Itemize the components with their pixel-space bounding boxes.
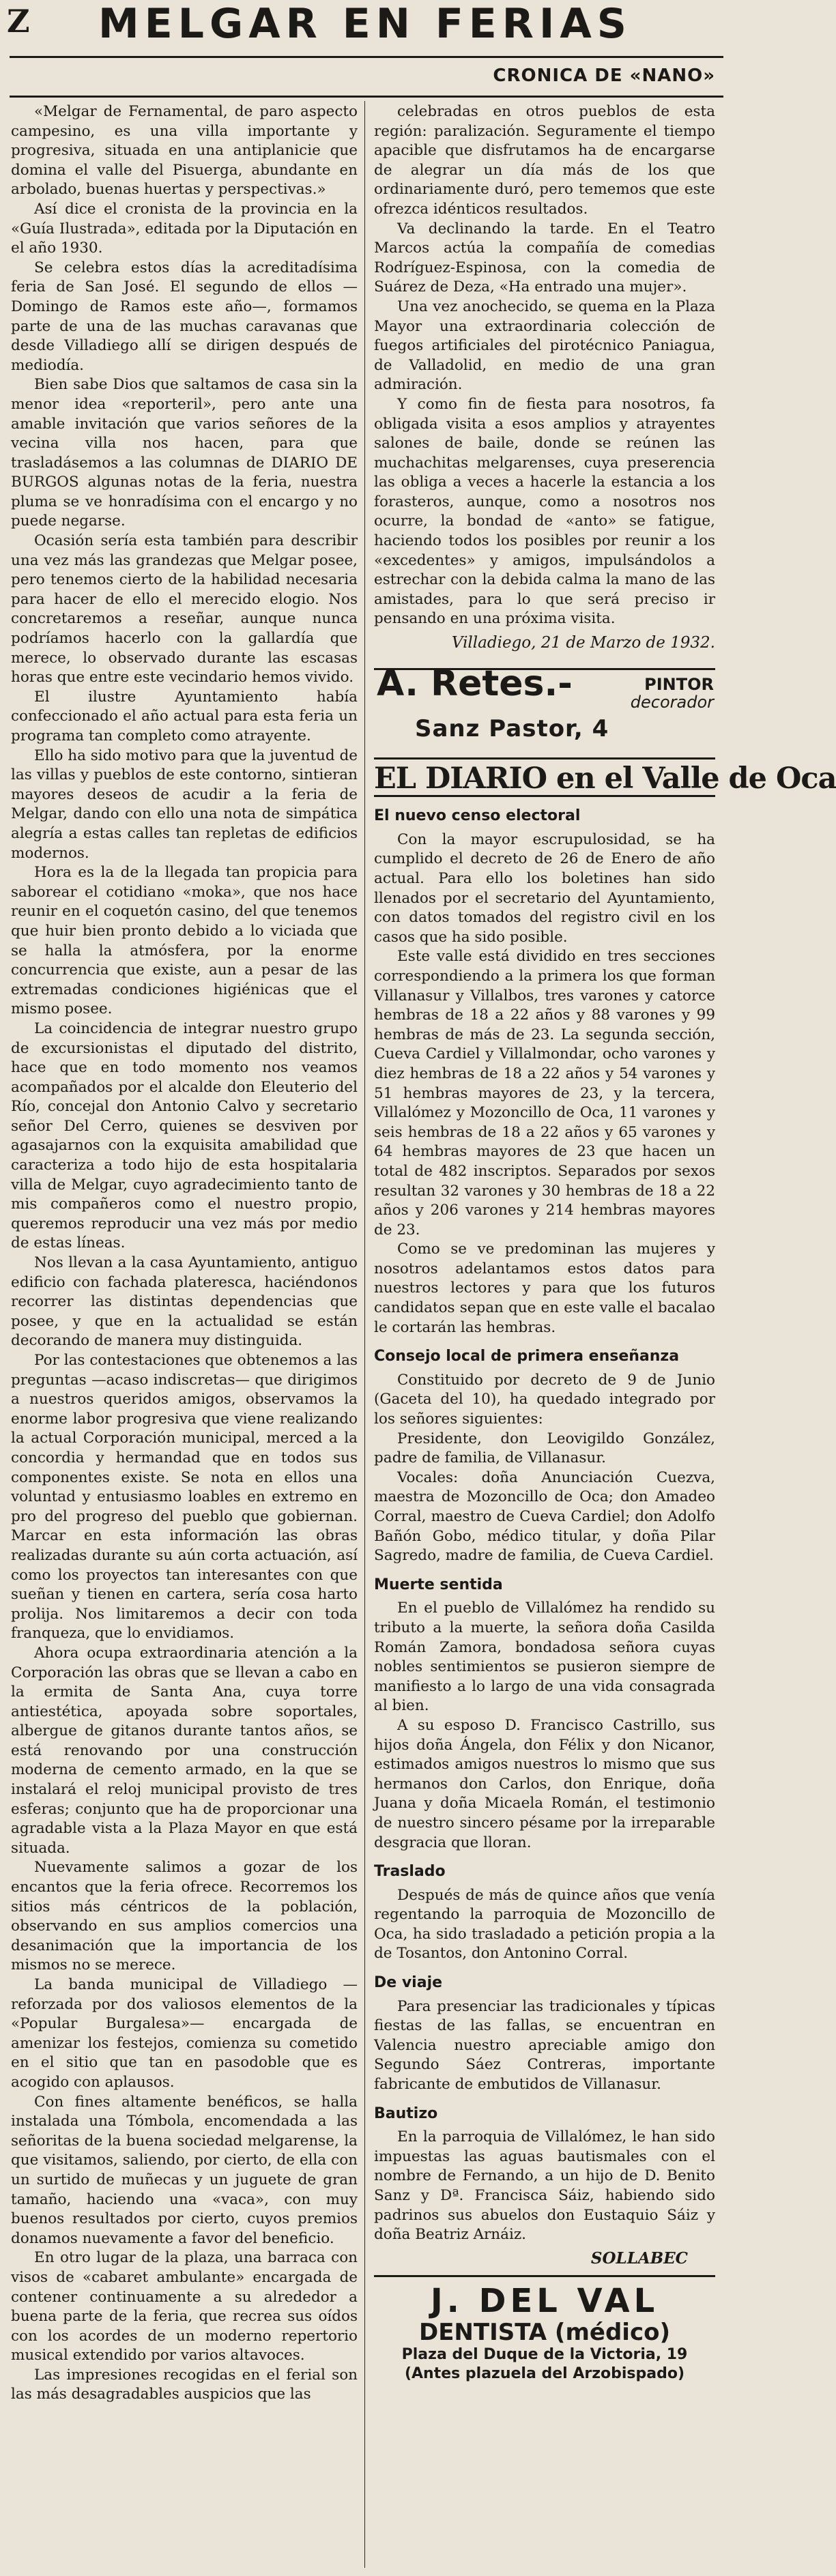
ad-retes-trade-2: decorador <box>630 692 714 712</box>
ad-del-val-address-1: Plaza del Duque de la Victoria, 19 <box>401 2346 688 2364</box>
ad-del-val-role: DENTISTA (médico) <box>418 2319 670 2347</box>
right-column <box>374 102 836 2566</box>
article-paragraph: En otro lugar de la plaza, una barraca con visos de «cabaret ambulante» encargada de contener continuamente a su alrededor a buena parte de la feria, que recrea sus oídos con los acordes de un moderno repertorio musical extendido por varios altavoces. <box>11 2249 358 2364</box>
article-paragraph: Nuevamente salimos a gozar de los encantos que la feria ofrece. Recorremos los sitios más céntricos de la población, observando en sus amplios comercios una desanimación que la importancia de los mismos no se merece. <box>11 1859 358 1974</box>
article-paragraph: Una vez anochecido, se quema en la Plaza Mayor una extraordinaria colección de fuegos artificiales del pirotécnico Paniagua, de Valladolid, en medio de una gran admiración. <box>374 298 715 394</box>
title-rule <box>10 56 723 58</box>
news-item-paragraph: En la parroquia de Villalómez, le han sido impuestas las aguas bautismales con el nombre de Fernando, a un hijo de D. Benito Sanz y Dª. Francisca Sáiz, habiendo sido padrinos sus abuelos don Eustaquio Sáiz y doña Beatriz Arnáiz. <box>374 2128 715 2244</box>
news-item-heading: Muerte sentida <box>374 1576 503 1593</box>
news-item-paragraph: Presidente, don Leovigildo González, padre de familia, de Villanasur. <box>374 1430 715 1467</box>
section-signature: SOLLABEC <box>590 2248 688 2268</box>
article-paragraph: El ilustre Ayuntamiento había confeccionado el año actual para esta feria un programa tan completo como atrayente. <box>11 688 358 744</box>
article-continuation <box>374 102 715 629</box>
article-paragraph: celebradas en otros pueblos de esta región: paralización. Seguramente el tiempo apacible que disfrutamos ha de encargarse de alegrar un día más de los que ordinariamente duró, pero tememos que este ofrezca idénticos resultados. <box>374 103 715 218</box>
article-paragraph: Con fines altamente benéficos, se halla instalada una Tómbola, encomendada a las señoritas de la buena sociedad melgarense, la que visitamos, saliendo, por cierto, de ella con un surtido de muñecas y un juguete de gran tamaño, haciendo una «vaca», con muy buenos resultados por cierto, cuyos premios donamos nuevamente a favor del beneficio. <box>11 2093 358 2247</box>
section-title: EL DIARIO en el Valle de Oca <box>374 769 715 798</box>
news-item-paragraph: Después de más de quince años que venía regentando la parroquia de Mozoncillo de Oca, ha sido trasladado a petición propia a la de Tosantos, don Antonino Corral. <box>374 1886 715 1963</box>
news-item-heading: Bautizo <box>374 2104 438 2122</box>
article-paragraph: Ahora ocupa extraordinaria atención a la Corporación las obras que se llevan a cabo en la ermita de Santa Ana, cuya torre antiestética, apoyada sobre soportales, albergue de gitanos durante tantos años, se está renovando por una construcción moderna de cemento armado, en la que se instalará el reloj municipal provisto de tres esferas; conjunto que ha de proporcionar una agradable vista a la Plaza Mayor en que está situada. <box>11 1644 358 1857</box>
article-paragraph: Nos llevan a la casa Ayuntamiento, antiguo edificio con fachada plateresca, haciéndonos recorrer las distintas dependencias que posee, y que en la actualidad se están decorando de manera muy distinguida. <box>11 1254 358 1350</box>
ad-retes-trade-1: PINTOR <box>644 674 714 694</box>
article-paragraph: Las impresiones recogidas en el ferial son las más desagradables auspicios que las <box>11 2366 358 2403</box>
news-item-paragraph: A su esposo D. Francisco Castrillo, sus hijos doña Ángela, don Félix y don Nicanor, estimados amigos nuestros lo mismo que sus hermanos don Carlos, don Enrique, doña Juana y doña Micaela Román, el testimonio de nuestro sincero pésame por la irreparable desgracia que lloran. <box>374 1716 715 1851</box>
masthead <box>7 0 723 48</box>
news-item-paragraph: Vocales: doña Anunciación Cuezva, maestra de Mozoncillo de Oca; don Amadeo Corral, maestro de Cueva Cardiel; don Adolfo Bañón Gobo, médico titular, y doña Pilar Sagredo, madre de familia, de Cueva Cardiel. <box>374 1468 715 1565</box>
news-item-heading: Traslado <box>374 1863 446 1881</box>
article-paragraph: Bien sabe Dios que saltamos de casa sin la menor idea «reporteril», pero ante una amable invitación que varios señores de la vecina villa nos hacen, para que trasladásemos a las columnas de DIARIO DE BURGOS algunas notas de la feria, nuestra pluma se ve honradísima con el encargo y no puede negarse. <box>11 376 358 530</box>
section-items <box>374 807 715 2245</box>
article-paragraph: La coincidencia de integrar nuestro grupo de excursionistas el diputado del distrito, hace que en todo momento nos veamos acompañados por el alcalde don Eleuterio del Río, concejal don Antonio Calvo y secretario señor Del Cerro, quienes se desviven por agasajarnos con la exquisita amabilidad que caracteriza a todo hijo de esta hospitalaria villa de Melgar, cuyo agradecimiento tanto de mis compañeros como el nuestro propio, queremos reproducir una vez más por medio de estas líneas. <box>11 1019 358 1252</box>
article-paragraph: «Melgar de Fernamental, de paro aspecto campesino, es una villa importante y progresiva, situada en una antiplanicie que domina el valle del Pisuerga, abundante en arbolado, buenas huertas y perspectivas.» <box>11 103 358 199</box>
article-byline: CRONICA DE «NANO» <box>493 66 715 86</box>
article-paragraph: Ello ha sido motivo para que la juventud de las villas y pueblos de este contorno, sintieran mayores deseos de acudir a la feria de Melgar, dando con ello una nota de simpática alegría a estas calles tan repletas de edificios modernos. <box>11 747 358 862</box>
news-item-heading: De viaje <box>374 1974 443 1992</box>
article-paragraph: Por las contestaciones que obtenemos a las preguntas —acaso indiscretas— que dirigimos a nuestros queridos amigos, observamos la enorme labor progresiva que viene realizando la actual Corporación municipal, merced a la concordia y hermandad que en todos sus componentes existe. Se nota en ellos una voluntad y entusiasmo loables en extremo en pro del progreso del pueblo que gobiernan. Marcar en esta información las obras realizadas durante su aún corta actuación, así como los proyectos tan interesantes con que sueñan y tienen en cartera, sería cosa harto prolija. Nos limitaremos a decir con toda franqueza, que lo envidiamos. <box>11 1352 358 1642</box>
news-item-paragraph: Este valle está dividido en tres secciones correspondiendo a la primera los que forman Villanasur y Villalbos, tres varones y catorce hembras de 18 a 22 años y 88 varones y 99 hembras de más de 23. La segunda sección, Cueva Cardiel y Villalmondar, ocho varones y diez hembras de 18 a 22 años y 54 varones y 51 hembras mayores de 23, y la tercera, Villalómez y Mozoncillo de Oca, 11 varones y seis hembras de 18 a 22 años y 65 varones y 64 hembras mayores de 23 que hacen un total de 482 inscriptos. Separados por sexos resultan 32 varones y 30 hembras de 18 a 22 años y 206 varones y 214 hembras mayores de 23. <box>374 948 715 1239</box>
cropped-edge-letter: Z <box>7 3 30 40</box>
ad-retes-name: A. Retes.- <box>377 663 573 704</box>
article-paragraph: Se celebra estos días la acreditadísima feria de San José. El segundo de ellos —Domingo de Ramos este año—, formamos parte de una de las muchas caravanas que desde Villadiego allí se dirigen después de mediodía. <box>11 259 358 374</box>
advertisement-del-val <box>374 2275 715 2384</box>
left-column <box>11 102 358 2566</box>
news-item-paragraph: En el pueblo de Villalómez ha rendido su tributo a la muerte, la señora doña Casilda Román Zamora, bondadosa señora cuyas nobles sentimientos se pusieron siempre de manifiesto a lo largo de una vida consagrada al bien. <box>374 1600 715 1715</box>
advertisement-retes <box>374 663 715 759</box>
news-item-paragraph: Con la mayor escrupulosidad, se ha cumplido el decreto de 26 de Enero de año actual. Para ello los boletines han sido llenados por el secretario del Ayuntamiento, con datos tomados del registro civil en los casos que ha sido posible. <box>374 830 715 946</box>
news-item-paragraph: Para presenciar las tradicionales y típicas fiestas de las fallas, se encuentran en Valencia nuestro apreciable amigo don Segundo Sáez Contreras, importante fabricante de embutidos de Villanasur. <box>374 1997 715 2094</box>
article-paragraph: Ocasión sería esta también para describir una vez más las grandezas que Melgar posee, pero tenemos cierto de la habilidad necesaria para hacer de ello el merecido elogio. Nos concretaremos a reseñar, aunque nunca podríamos hacerlo con la gallardía que merece, lo observado durante las escasas horas que entre este vecindario hemos vivido. <box>11 532 358 686</box>
article-title: MELGAR EN FERIAS <box>98 0 632 48</box>
article-paragraph: Así dice el cronista de la provincia en la «Guía Ilustrada», editada por la Diputación en el año 1930. <box>11 200 358 257</box>
ad-del-val-address-2: (Antes plazuela del Arzobispado) <box>404 2365 685 2383</box>
article-paragraph: Va declinando la tarde. En el Teatro Marcos actúa la compañía de comedias Rodríguez-Espinosa, con la comedia de Suárez de Deza, «Ha entrado una mujer». <box>374 220 715 296</box>
news-item-heading: Consejo local de primera enseñanza <box>374 1348 680 1365</box>
ad-retes-address: Sanz Pastor, 4 <box>415 714 609 742</box>
column-divider <box>364 101 365 2568</box>
news-item-heading: El nuevo censo electoral <box>374 807 581 825</box>
ad-retes-trade <box>631 676 714 711</box>
article-dateline: Villadiego, 21 de Marzo de 1932. <box>451 634 715 652</box>
ad-del-val-name: J. DEL VAL <box>430 2282 659 2321</box>
article-paragraph: La banda municipal de Villadiego —reforzada por dos valiosos elementos de la «Popular Burgalesa»— encargada de amenizar los festejos, comienza su cometido en el sitio que tan en pasodoble que es acogido con aplausos. <box>11 1976 358 2091</box>
byline-rule <box>10 96 723 98</box>
news-item-paragraph: Constituido por decreto de 9 de Junio (Gaceta del 10), ha quedado integrado por los señores siguientes: <box>374 1371 715 1428</box>
article-paragraph: Y como fin de fiesta para nosotros, fa obligada visita a esos amplios y atrayentes salones de baile, donde se reúnen las muchachitas melgarenses, cuya preserencia las obliga a veces a hacerle la estancia a los forasteros, aunque, como a nosotros nos ocurre, la bondad de «anto» se fatigue, haciendo todos los posibles por reunir a los «excedentes» y amigos, impulsándolos a estrechar con la debida calma la mano de las amistades, para lo que será preciso ir pensando en una próxima visita. <box>374 395 715 628</box>
article-paragraph: Hora es la de la llegada tan propicia para saborear el cotidiano «moka», que nos hace reunir en el coquetón casino, del que tenemos que huir bien pronto debido a lo viciada que se halla la atmósfera, por la enorme concurrencia que existe, aun a pesar de las extremadas condiciones higiénicas que el mismo posee. <box>11 864 358 1018</box>
news-item-paragraph: Como se ve predominan las mujeres y nosotros adelantamos estos datos para nuestros lectores y para que los futuros candidatos sepan que en este valle el bacalao le cortarán las hembras. <box>374 1241 715 1336</box>
